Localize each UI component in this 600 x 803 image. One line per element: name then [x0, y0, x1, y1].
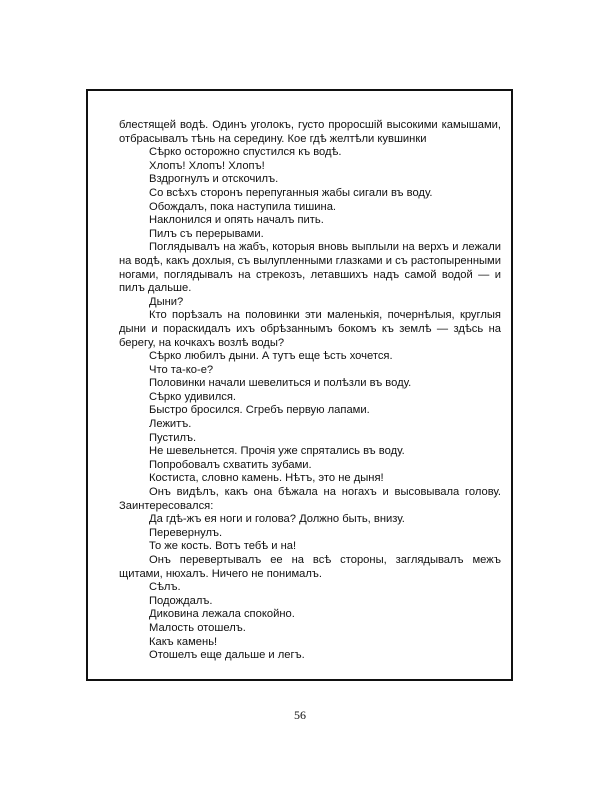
paragraph: Лежитъ.: [149, 418, 192, 431]
paragraph: Подождалъ.: [149, 594, 213, 607]
paragraph: Что та-ко-е?: [149, 363, 214, 376]
paragraph: Сѣлъ.: [149, 581, 181, 594]
paragraph: Со всѣхъ сторонъ перепуганныя жабы сигали въ воду.: [149, 186, 433, 199]
paragraph: Пилъ съ перерывами.: [149, 227, 264, 240]
paragraph: Половинки начали шевелиться и полѣзли въ воду.: [149, 377, 412, 390]
paragraph: Диковина лежала спокойно.: [149, 608, 295, 621]
paragraph: Обождалъ, пока наступила тишина.: [149, 200, 337, 213]
paragraph: Сѣрко осторожно спустился къ водѣ.: [149, 146, 342, 159]
paragraph: Какъ камень!: [149, 635, 218, 648]
paragraph: Пустилъ.: [149, 431, 197, 444]
paragraph: Кто порѣзалъ на половинки эти маленькія, почернѣлыя, круглыя дыни и пораскидалъ ихъ обрѣзаннымъ бокомъ къ землѣ — здѣсь на берегу, на кочкахъ возлѣ воды?: [119, 309, 501, 349]
paragraph: Сѣрко любилъ дыни. А тутъ еще ѣсть хочется.: [149, 350, 393, 363]
paragraph: Попробовалъ схватить зубами.: [149, 458, 312, 471]
paragraph: Сѣрко удивился.: [149, 390, 236, 403]
paragraph: Отошелъ еще дальше и легъ.: [149, 649, 305, 662]
paragraph: Костиста, словно камень. Нѣтъ, это не дыня!: [149, 472, 384, 485]
paragraph: То же кость. Вотъ тебѣ и на!: [149, 540, 297, 553]
paragraph: Онъ перевертывалъ ее на всѣ стороны, заглядывалъ межъ щитами, нюхалъ. Ничего не понималъ.: [119, 554, 501, 580]
body-text: [119, 119, 501, 663]
paragraph: блестящей водѣ. Одинъ уголокъ, густо проросшій высокими камышами, отбрасывалъ тѣнь на середину. Кое гдѣ желтѣли кувшинки: [119, 119, 501, 145]
paragraph: Хлопъ! Хлопъ! Хлопъ!: [149, 159, 265, 172]
paragraph: Быстро бросился. Сгребъ первую лапами.: [149, 404, 370, 417]
paragraph: Дыни?: [149, 295, 184, 308]
page-frame: [86, 89, 513, 681]
paragraph: Перевернулъ.: [149, 526, 223, 539]
paragraph: Малость отошелъ.: [149, 621, 246, 634]
paragraph: Не шевельнется. Прочія уже спрятались въ воду.: [149, 445, 405, 458]
paragraph: Поглядывалъ на жабъ, которыя вновь выплыли на верхъ и лежали на водѣ, какъ дохлыя, съ вылупленными глазками и съ растопыренными ногами, поглядывалъ на стрекозъ, летавшихъ надъ самой водой — и пилъ дальше.: [119, 241, 501, 295]
paragraph: Наклонился и опять началъ пить.: [149, 214, 324, 227]
page-number: 56: [294, 708, 306, 722]
paragraph: Онъ видѣлъ, какъ она бѣжала на ногахъ и высовывала голову. Заинтересовался:: [119, 486, 501, 512]
paragraph: Вздрогнулъ и отскочилъ.: [149, 173, 279, 186]
paragraph: Да гдѣ-жъ ея ноги и голова? Должно быть, внизу.: [149, 513, 405, 526]
